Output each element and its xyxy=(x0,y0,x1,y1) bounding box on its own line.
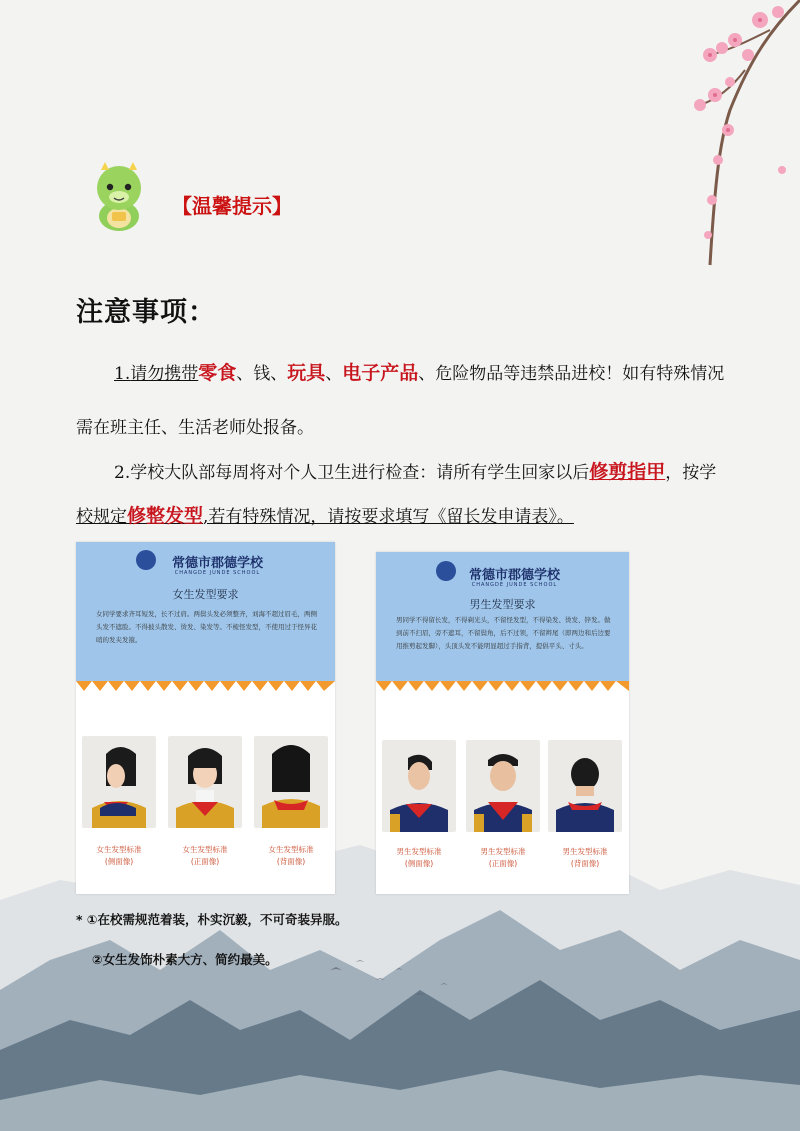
card-description: 女同学要求齐耳短发，长不过肩。两鬓头发必须整齐，刘海不超过眉毛，两侧头发不遮脸。不得披头散发、烫发、染发等。不梳怪发型，不使用过于怪异花哨的发夹发箍。 xyxy=(96,610,317,644)
item1-text: 、危险物品等违禁品进校！如有特殊情况 xyxy=(418,364,725,384)
girl-front-photo xyxy=(168,736,242,828)
zigzag-divider xyxy=(376,676,629,692)
caption xyxy=(251,844,331,868)
caption-line: (背面像) xyxy=(570,859,600,868)
school-name-en: CHANGDE JUNDE SCHOOL xyxy=(174,570,261,576)
caption-line: 男生发型标准 xyxy=(396,847,442,856)
caption-line: 女生发型标准 xyxy=(182,845,228,854)
dress-code-note: * ①在校需规范着装，朴实沉毅，不可奇装异服。 xyxy=(76,912,348,927)
item2-text: ，按学 xyxy=(665,463,717,483)
girl-side-photo xyxy=(82,736,156,828)
school-name: 常德市郡德学校 xyxy=(171,556,263,571)
caption xyxy=(463,846,543,870)
school-name: 常德市郡德学校 xyxy=(468,568,560,583)
item1-number: 1. xyxy=(114,364,131,384)
card-description: 男同学不得留长发，不得剃光头，不留怪发型，不得染发、烫发、锌发。做到前不扫眉，旁不遮耳，不留鬓角，后不过领，不留辫尾（即两边和后边要用推剪起发脚），头顶头发不能明显超过手指背，提倡平头、寸头。 xyxy=(396,616,611,650)
girls-hairstyle-card xyxy=(76,542,335,894)
section-title: 注意事项： xyxy=(76,297,216,328)
caption xyxy=(79,844,159,868)
caption xyxy=(165,844,245,868)
caption-line: 男生发型标准 xyxy=(562,847,608,856)
cherry-blossom-branch-icon xyxy=(660,0,800,270)
item2-line2 xyxy=(76,506,574,527)
item2-text: 校规定 xyxy=(76,507,127,527)
girl-back-photo xyxy=(254,736,328,828)
keyword-trim-hair: 修整发型 xyxy=(127,505,204,527)
caption-line: (侧面像) xyxy=(404,859,434,868)
caption-line: (正面像) xyxy=(488,859,518,868)
caption-line: (正面像) xyxy=(190,857,220,866)
item1-lead: 请勿携带 xyxy=(130,364,199,384)
card-header xyxy=(376,552,629,676)
item2-text: ,若有特殊情况，请按要求填写《留长发申请表》。 xyxy=(203,507,574,527)
warm-tip-title: 【温馨提示】 xyxy=(172,194,292,218)
zigzag-divider xyxy=(76,676,335,692)
card-header xyxy=(76,542,335,676)
caption-line: 女生发型标准 xyxy=(268,845,314,854)
item1-line2: 需在班主任、生活老师处报备。 xyxy=(76,418,314,438)
caption xyxy=(545,846,625,870)
boys-hairstyle-card xyxy=(376,552,629,894)
boy-side-photo xyxy=(382,740,456,832)
card-title: 女生发型要求 xyxy=(172,588,239,601)
item1-text: 、钱、 xyxy=(236,364,288,384)
school-name-en: CHANGDE JUNDE SCHOOL xyxy=(471,582,558,588)
caption-line: 女生发型标准 xyxy=(96,845,142,854)
item2-text: 2.学校大队部每周将对个人卫生进行检查：请所有学生回家以后 xyxy=(114,463,590,483)
keyword-electronics: 电子产品 xyxy=(342,362,419,384)
dragon-mascot-icon xyxy=(86,160,152,232)
caption-line: (背面像) xyxy=(276,857,306,866)
keyword-trim-nails: 修剪指甲 xyxy=(589,461,666,483)
hair-accessory-note: ②女生发饰朴素大方、简约最美。 xyxy=(92,952,278,967)
card-title: 男生发型要求 xyxy=(469,598,536,611)
item1-text: 、 xyxy=(325,364,343,384)
caption xyxy=(379,846,459,870)
item2-line1 xyxy=(114,462,716,483)
keyword-snacks: 零食 xyxy=(198,362,237,384)
caption-line: 男生发型标准 xyxy=(480,847,526,856)
boy-front-photo xyxy=(466,740,540,832)
item1-line1 xyxy=(114,363,724,384)
boy-back-photo xyxy=(548,740,622,832)
caption-line: (侧面像) xyxy=(104,857,134,866)
keyword-toys: 玩具 xyxy=(287,362,326,384)
